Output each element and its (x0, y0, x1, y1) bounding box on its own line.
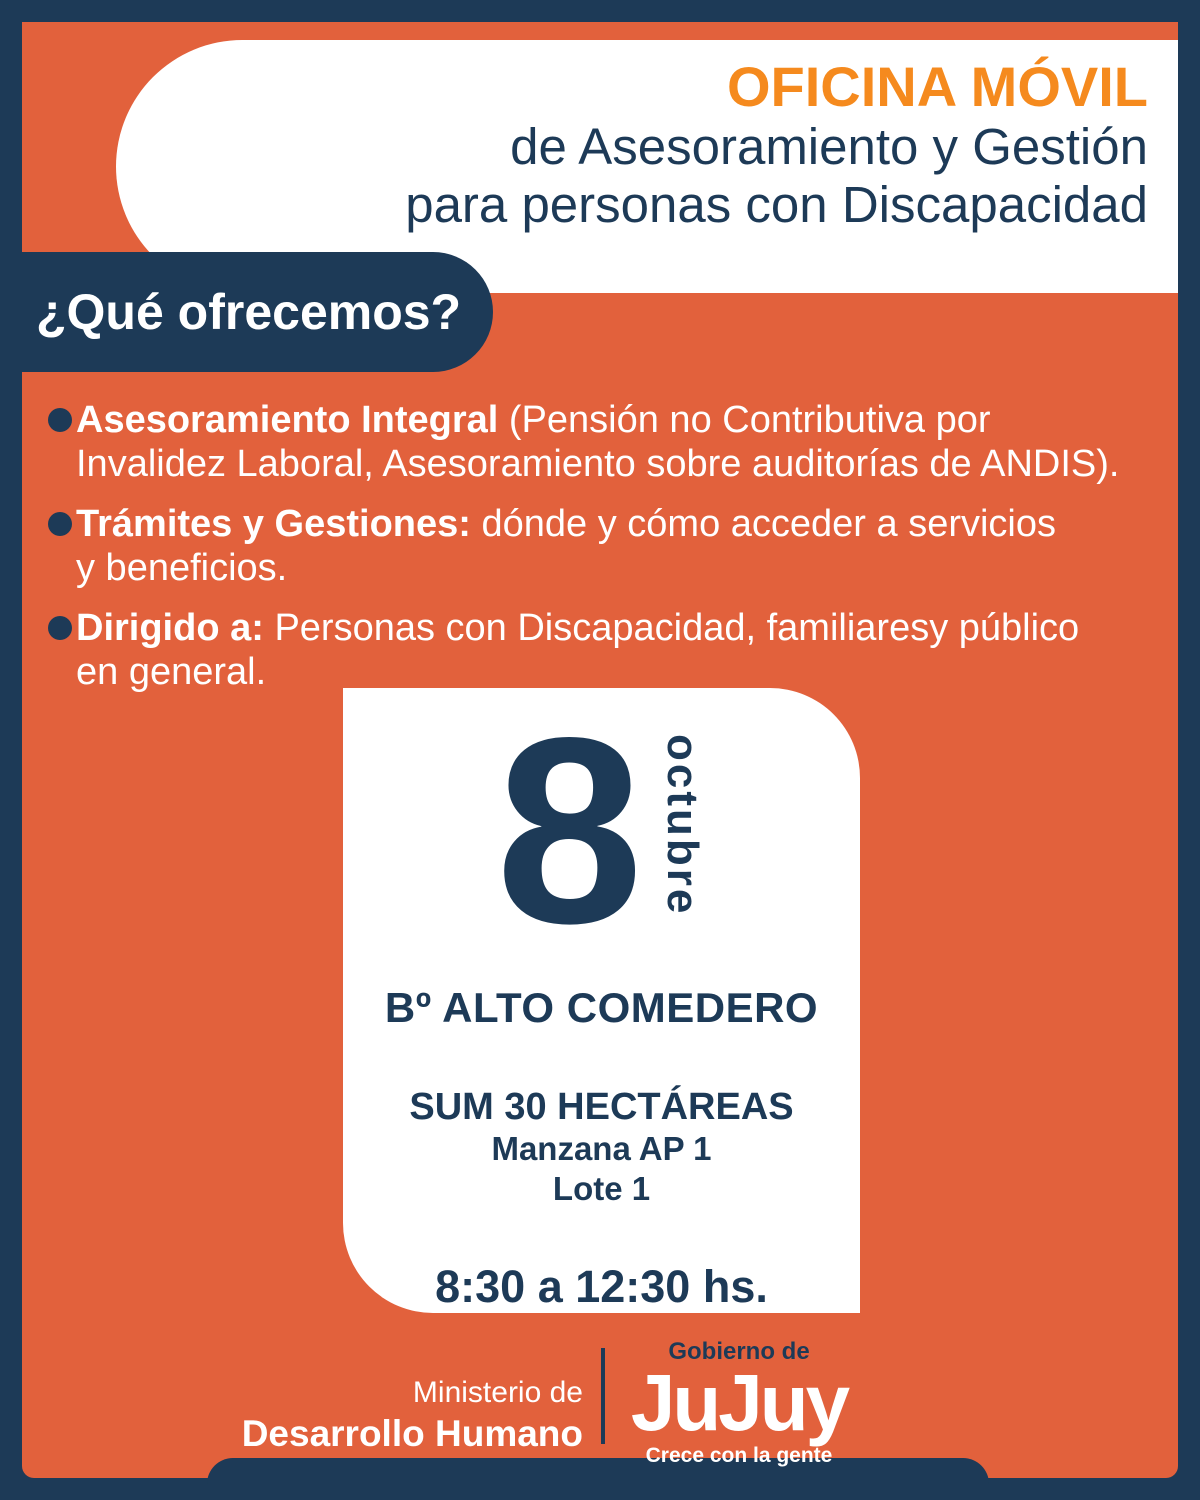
bullet-dot-icon (48, 616, 72, 640)
event-address-line2: Lote 1 (552, 1170, 651, 1207)
offer-item-line2: y beneficios. (76, 547, 288, 589)
header-subtitle-line1: de Asesoramiento y Gestión (510, 118, 1148, 175)
offer-item-rest: (Pensión no Contributiva por (498, 399, 991, 441)
event-card (343, 683, 860, 1313)
header-subtitle-line2: para personas con Discapacidad (405, 176, 1148, 233)
event-venue: SUM 30 HECTÁREAS (409, 1086, 794, 1128)
offer-item-line2: en general. (76, 651, 267, 693)
government-logo-top: Gobierno de (668, 1338, 810, 1365)
event-day: 8 (495, 683, 644, 979)
event-date (495, 683, 708, 979)
offer-item-line2: Invalidez Laboral, Asesoramiento sobre auditorías de ANDIS). (76, 443, 1120, 485)
event-location: Bº ALTO COMEDERO (384, 984, 819, 1031)
ministry-line1: Ministerio de (412, 1376, 583, 1409)
bullet-dot-icon (48, 408, 72, 432)
offer-item-rest: dónde y cómo acceder a servicios (470, 503, 1057, 545)
offer-item-tramites (50, 502, 1160, 590)
jujuy-logo: JuJuy (630, 1358, 848, 1447)
ministry-block (183, 1374, 583, 1456)
ministry-line2: Desarrollo Humano (241, 1413, 583, 1454)
offer-item-bold: Asesoramiento Integral (76, 399, 499, 441)
government-slogan: Crece con la gente (645, 1444, 833, 1467)
header-title: OFICINA MÓVIL (726, 55, 1148, 118)
event-month: octubre (658, 734, 708, 917)
event-address-line1: Manzana AP 1 (491, 1130, 712, 1167)
offer-item-bold: Trámites y Gestiones: (76, 503, 471, 545)
offers-list (50, 398, 1160, 710)
offer-item-line1 (76, 398, 1160, 442)
event-time: 8:30 a 12:30 hs. (435, 1261, 768, 1312)
offer-item-line1 (76, 606, 1160, 650)
government-logo (627, 1338, 851, 1468)
offers-heading-tab (0, 252, 493, 372)
offer-item-line1 (76, 502, 1160, 546)
bullet-dot-icon (48, 512, 72, 536)
footer-divider (601, 1348, 605, 1444)
offer-item-asesoramiento (50, 398, 1160, 486)
offer-item-dirigido (50, 606, 1160, 694)
offers-heading: ¿Qué ofrecemos? (36, 284, 462, 340)
offer-item-rest: Personas con Discapacidad, familiaresy público (263, 607, 1080, 649)
offer-item-bold: Dirigido a: (76, 607, 264, 649)
bottom-band (207, 1458, 989, 1500)
